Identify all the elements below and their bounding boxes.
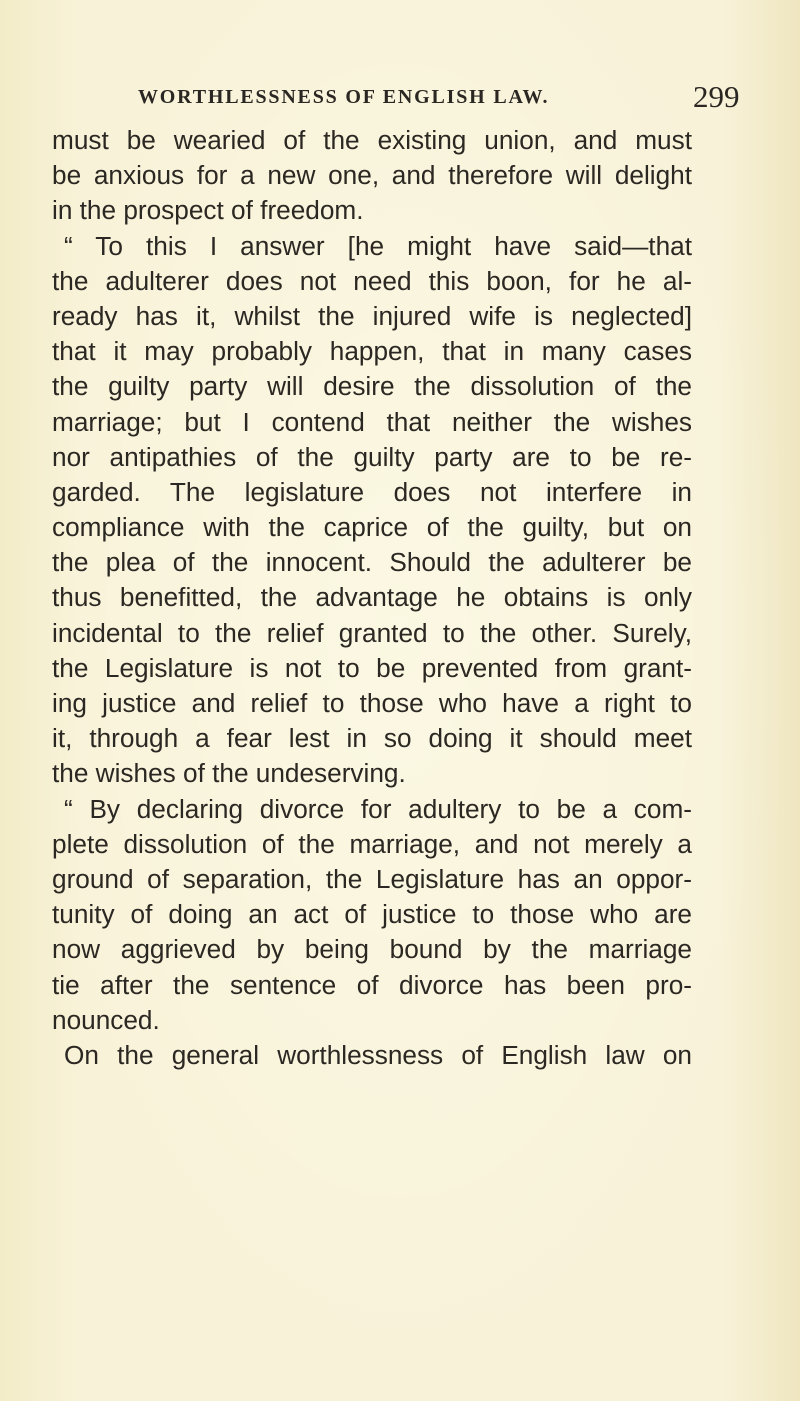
text-line: the guilty party will desire the dissolution of the bbox=[52, 371, 692, 402]
text-line: garded. The legislature does not interfere in bbox=[52, 476, 692, 507]
text-line: nounced. bbox=[52, 1004, 160, 1035]
running-title: WORTHLESSNESS OF ENGLISH LAW. bbox=[138, 86, 550, 108]
text-line: in the prospect of freedom. bbox=[52, 195, 364, 226]
text-line: compliance with the caprice of the guilty, but on bbox=[52, 512, 692, 543]
body-text bbox=[52, 123, 692, 1073]
text-line: tunity of doing an act of justice to those who are bbox=[52, 899, 692, 930]
text-line: the adulterer does not need this boon, for he al- bbox=[52, 265, 692, 296]
text-line: the Legislature is not to be prevented from grant- bbox=[52, 652, 692, 683]
text-line: “ To this I answer [he might have said—that bbox=[64, 230, 692, 261]
text-line: nor antipathies of the guilty party are to be re- bbox=[52, 441, 692, 472]
text-line: must be wearied of the existing union, and must bbox=[52, 125, 692, 155]
text-line: ing justice and relief to those who have a right to bbox=[52, 688, 692, 718]
text-line: plete dissolution of the marriage, and not merely a bbox=[52, 828, 692, 859]
text-line: ready has it, whilst the injured wife is neglected] bbox=[52, 300, 692, 331]
text-line: On the general worthlessness of English law on bbox=[64, 1039, 692, 1070]
text-line: “ By declaring divorce for adultery to be a com- bbox=[64, 793, 692, 824]
text-line: be anxious for a new one, and therefore will delight bbox=[52, 160, 692, 191]
text-line: it, through a fear lest in so doing it should meet bbox=[52, 723, 692, 754]
text-line: the wishes of the undeserving. bbox=[52, 758, 406, 789]
page-number: 299 bbox=[693, 79, 740, 114]
text-line: thus benefitted, the advantage he obtains is only bbox=[52, 582, 692, 613]
text-line: now aggrieved by being bound by the marriage bbox=[52, 934, 692, 965]
text-line: marriage; but I contend that neither the wishes bbox=[52, 406, 692, 437]
text-line: ground of separation, the Legislature has an oppor- bbox=[52, 863, 692, 894]
text-line: incidental to the relief granted to the other. Surely, bbox=[52, 617, 692, 648]
text-line: tie after the sentence of divorce has been pro- bbox=[52, 969, 692, 1000]
text-line: that it may probably happen, that in many cases bbox=[52, 336, 692, 367]
text-line: the plea of the innocent. Should the adulterer be bbox=[52, 547, 692, 578]
